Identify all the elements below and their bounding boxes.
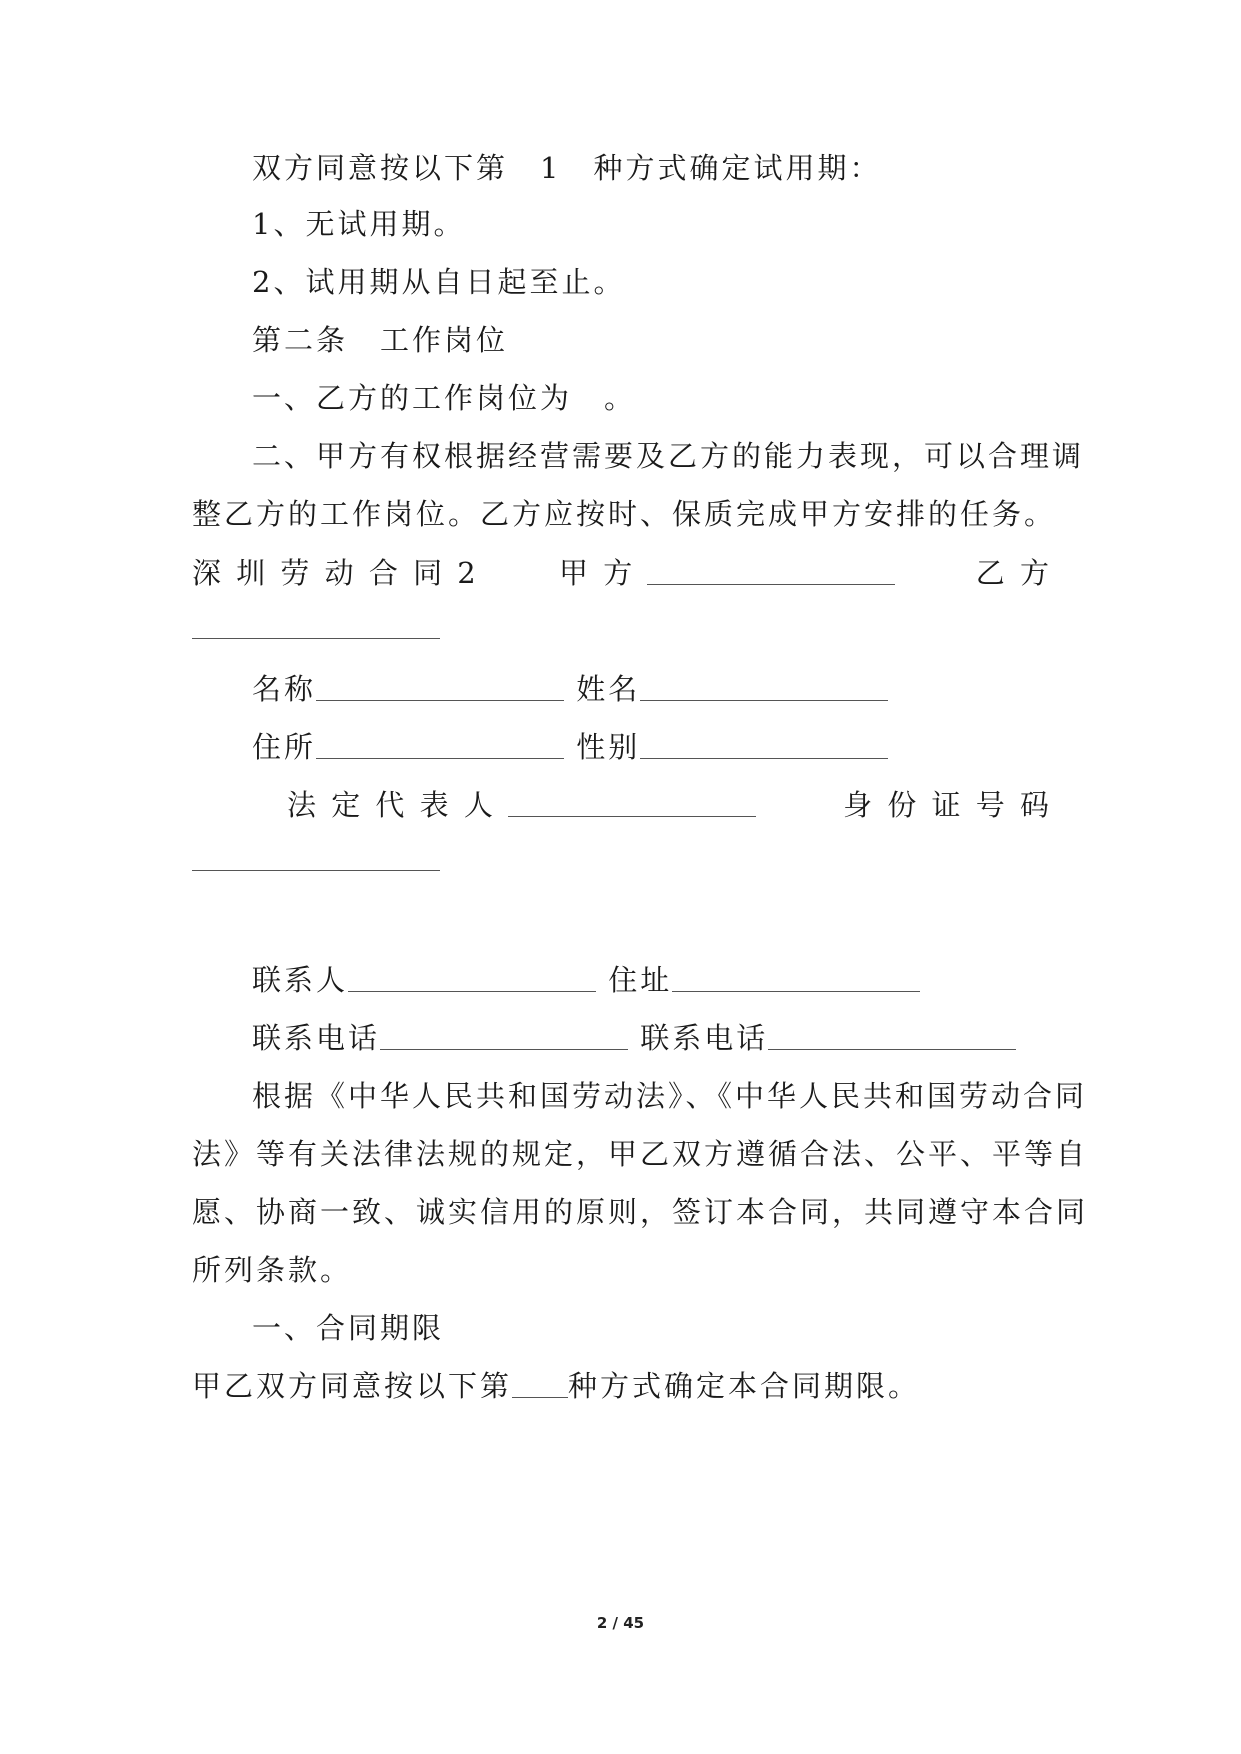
residence-label: 住址 [608, 963, 673, 997]
company-address-label: 住所 [252, 730, 317, 764]
phone-row [252, 1018, 1112, 1058]
company-name-label: 名称 [252, 672, 317, 706]
contact-person-label: 联系人 [252, 963, 349, 997]
contract-term-line [192, 1366, 1052, 1406]
job-adjust-paragraph-line-2: 整乙方的工作岗位。乙方应按时、保质完成甲方安排的任务。 [192, 497, 1057, 531]
term-choice-blank [512, 1371, 568, 1398]
company-address-blank [316, 732, 564, 759]
legal-rep-blank [508, 790, 756, 817]
party-a-blank [647, 558, 895, 585]
gender-label: 性别 [576, 730, 641, 764]
address-row [252, 727, 1112, 767]
contact-person-blank [348, 965, 596, 992]
article-2-heading: 第二条 工作岗位 [252, 323, 509, 357]
person-name-label: 姓名 [576, 672, 641, 706]
contact-row [252, 960, 1112, 1000]
phone-label-a: 联系电话 [252, 1021, 381, 1055]
job-adjust-paragraph-line-1: 二、甲方有权根据经营需要及乙方的能力表现，可以合理调 [252, 439, 1085, 473]
party-a-label: 甲 方 [559, 556, 636, 590]
legal-rep-row [192, 785, 1052, 825]
contract-term-heading: 一、合同期限 [252, 1311, 445, 1345]
contract-header-row [192, 553, 1052, 593]
id-number-blank [192, 870, 440, 871]
party-b-label: 乙 方 [975, 556, 1052, 590]
legal-rep-field [192, 785, 756, 825]
company-name-blank [316, 674, 564, 701]
phone-blank-b [768, 1023, 1016, 1050]
term-prefix: 甲乙双方同意按以下第 [192, 1369, 513, 1403]
gender-blank [640, 732, 888, 759]
party-b-blank [192, 638, 440, 639]
basis-paragraph-line-3: 愿、协商一致、诚实信用的原则，签订本合同，共同遵守本合同 [192, 1195, 1089, 1229]
basis-paragraph-line-1: 根据《中华人民共和国劳动法》、《中华人民共和国劳动合同 [252, 1079, 1088, 1113]
probation-option-1: 1、无试用期。 [252, 207, 466, 241]
id-number-label: 身 份 证 号 码 [843, 788, 1052, 822]
page-number: 2 / 45 [596, 1614, 645, 1632]
legal-rep-label: 法 定 代 表 人 [287, 788, 496, 822]
probation-option-2: 2、试用期从自日起至止。 [252, 265, 626, 299]
party-a-field [559, 553, 895, 593]
contract-title: 深 圳 劳 动 合 同 2 [192, 556, 479, 590]
probation-choice-line: 双方同意按以下第 1 种方式确定试用期： [252, 151, 882, 185]
residence-blank [672, 965, 920, 992]
name-row [252, 669, 1112, 709]
phone-label-b: 联系电话 [640, 1021, 769, 1055]
job-position-line: 一、乙方的工作岗位为 。 [252, 381, 637, 415]
person-name-blank [640, 674, 888, 701]
term-suffix: 种方式确定本合同期限。 [568, 1369, 921, 1403]
basis-paragraph-line-2: 法》等有关法律法规的规定，甲乙双方遵循合法、公平、平等自 [192, 1137, 1089, 1171]
phone-blank-a [380, 1023, 628, 1050]
basis-paragraph-line-4: 所列条款。 [192, 1253, 353, 1287]
